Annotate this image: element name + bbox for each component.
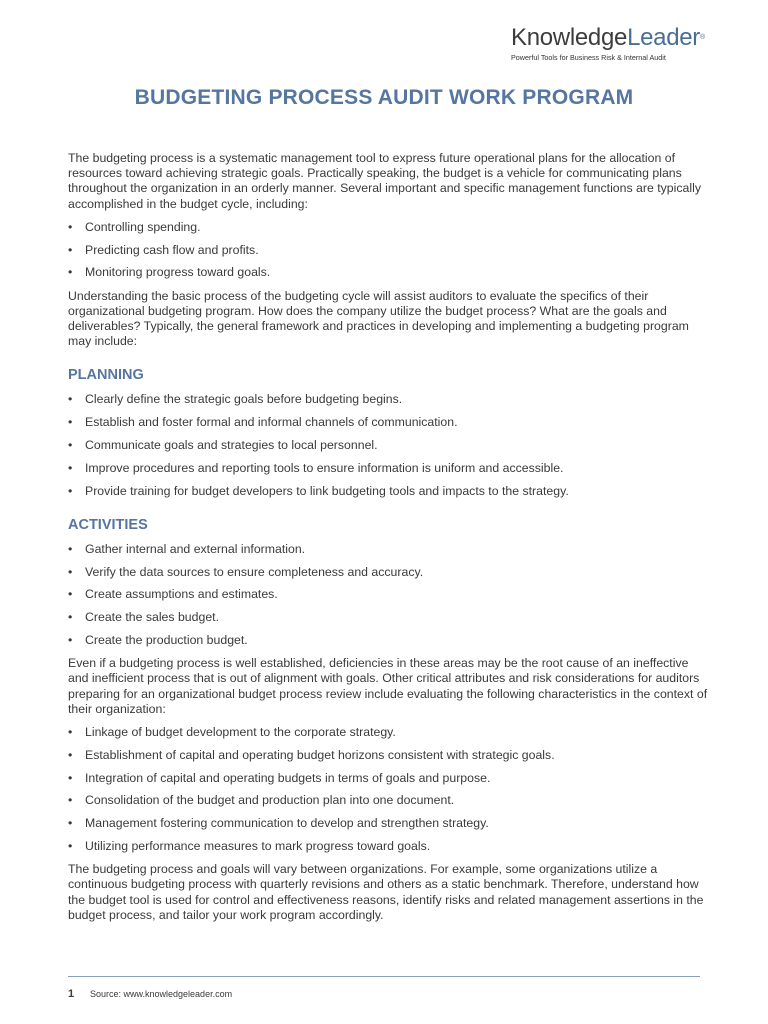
logo-leader-text: Leader (627, 24, 700, 51)
list-item: • Management fostering communication to develop and strengthen strategy. (68, 816, 708, 831)
source-note: Source: www.knowledgeleader.com (90, 989, 233, 999)
list-item: • Communicate goals and strategies to local personnel. (68, 438, 708, 453)
planning-list (68, 392, 708, 498)
list-item: • Create assumptions and estimates. (68, 587, 708, 602)
list-item: • Improve procedures and reporting tools to ensure information is uniform and accessible. (68, 461, 708, 476)
intro-paragraph: The budgeting process is a systematic management tool to express future operational plans for the allocation of resources toward achieving strategic goals. Practically speaking, the budget is a vehicle for communicating plans throughout the organization in an orderly manner. Several important and specific management functions are typically accomplished in the budget cycle, including: (68, 151, 701, 211)
list-item: • Linkage of budget development to the corporate strategy. (68, 725, 708, 740)
list-item: • Controlling spending. (68, 220, 708, 235)
document-title: BUDGETING PROCESS AUDIT WORK PROGRAM (134, 86, 634, 109)
list-item: • Integration of capital and operating budgets in terms of goals and purpose. (68, 771, 708, 786)
list-item: • Create the production budget. (68, 633, 708, 648)
activities-list (68, 542, 708, 648)
list-item: • Monitoring progress toward goals. (68, 265, 708, 280)
page-footer (68, 988, 232, 1000)
attributes-list (68, 725, 708, 854)
deficiencies-paragraph: Even if a budgeting process is well established, deficiencies in these areas may be the root cause of an ineffective and inefficient process that is out of alignment with goals. Other critical attributes and risk considerations for auditors preparing for an organizational budget process review include evaluating the following characteristics in the context of their organization: (68, 656, 708, 716)
list-item: • Establish and foster formal and informal channels of communication. (68, 415, 708, 430)
functions-list (68, 220, 708, 281)
closing-paragraph: The budgeting process and goals will vary between organizations. For example, some organizations utilize a continuous budgeting process with quarterly revisions and others as a static benchmark. Therefore, understand how the budget tool is used for control and effectiveness reasons, identify risks and related management assertions in the budget process, and tailor your work program accordingly. (68, 862, 704, 922)
document-body (68, 151, 708, 931)
list-item: • Establishment of capital and operating budget horizons consistent with strategic goals. (68, 748, 708, 763)
list-item: • Consolidation of the budget and production plan into one document. (68, 793, 708, 808)
list-item: • Utilizing performance measures to mark progress toward goals. (68, 839, 708, 854)
footer-divider (68, 976, 700, 977)
registered-mark: ® (700, 34, 705, 41)
page-number: 1 (68, 988, 75, 1000)
list-item: • Verify the data sources to ensure completeness and accuracy. (68, 565, 708, 580)
list-item: • Create the sales budget. (68, 610, 708, 625)
logo-wordmark (511, 24, 705, 52)
understanding-paragraph: Understanding the basic process of the budgeting cycle will assist auditors to evaluate the specifics of their organizational budgeting program. How does the company utilize the budget process? What are the goals and deliverables? Typically, the general framework and practices in developing and implementing a budgeting program may include: (68, 288, 689, 349)
logo-knowledge-text: Knowledge (511, 24, 628, 51)
list-item: • Predicting cash flow and profits. (68, 243, 708, 258)
knowledgeleader-logo (511, 24, 705, 62)
logo-tagline: Powerful Tools for Business Risk & Internal Audit (511, 53, 666, 62)
list-item: • Gather internal and external information. (68, 542, 708, 557)
planning-heading: PLANNING (68, 367, 144, 384)
activities-heading: ACTIVITIES (68, 516, 148, 533)
list-item: • Provide training for budget developers to link budgeting tools and impacts to the strategy. (68, 484, 708, 499)
list-item: • Clearly define the strategic goals before budgeting begins. (68, 392, 708, 407)
